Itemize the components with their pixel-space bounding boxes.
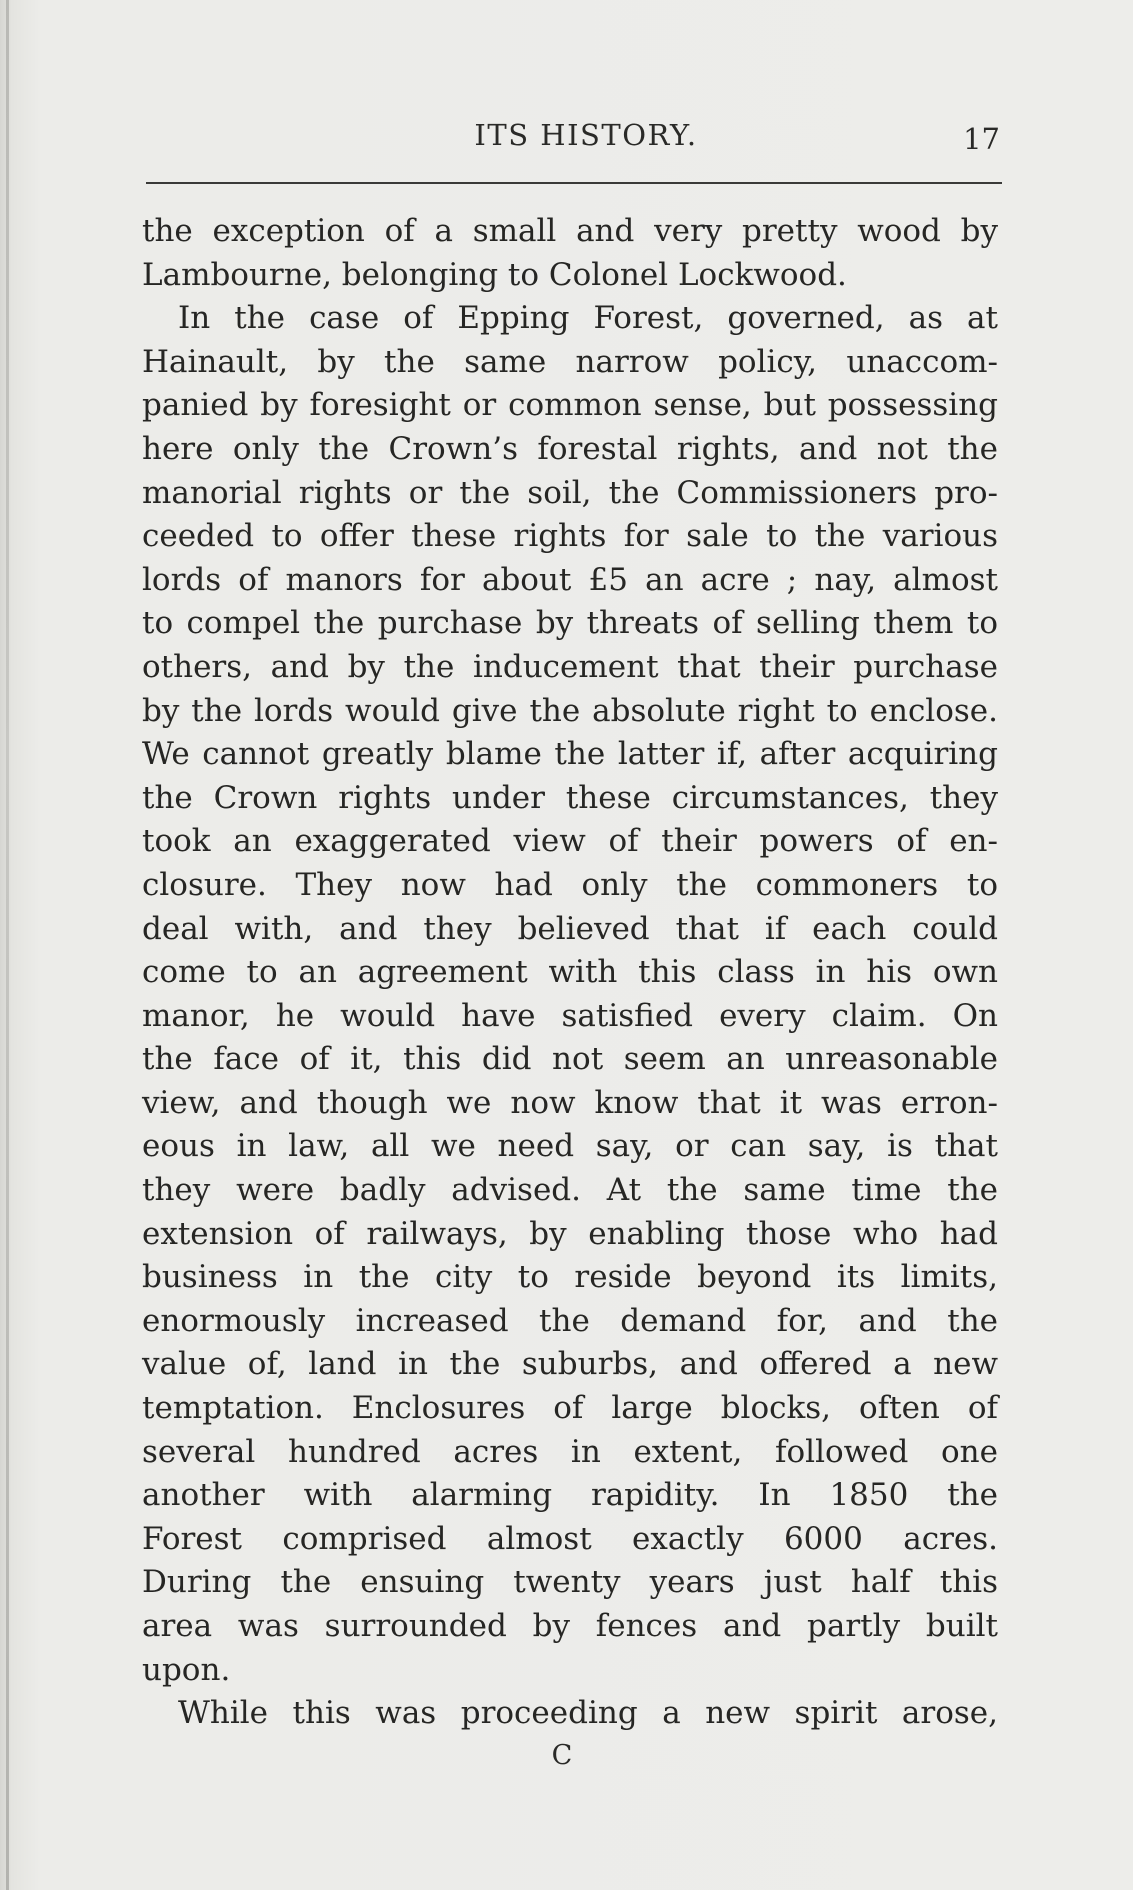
text-line: here only the Crown’s forestal rights, and not the: [142, 430, 998, 467]
text-line: During the ensuing twenty years just half this: [142, 1564, 998, 1601]
text-line: area was surrounded by fences and partly built: [142, 1608, 998, 1644]
text-line: took an exaggerated view of their powers of en-: [142, 823, 998, 860]
text-line: eous in law, all we need say, or can say, is that: [142, 1128, 998, 1165]
text-line: by the lords would give the absolute right to enclose.: [142, 692, 998, 729]
text-line: temptation. Enclosures of large blocks, often of: [142, 1390, 998, 1427]
text-line: enormously increased the demand for, and the: [142, 1302, 998, 1339]
running-head: ITS HISTORY.: [474, 118, 698, 152]
text-line: they were badly advised. At the same time the: [142, 1172, 998, 1209]
text-line: manorial rights or the soil, the Commissioners pro-: [142, 474, 998, 511]
text-line: Lambourne, belonging to Colonel Lockwood.: [142, 256, 847, 293]
header-rule: [146, 182, 1002, 184]
text-line: closure. They now had only the commoners to: [142, 866, 998, 903]
text-line: ceeded to offer these rights for sale to the various: [142, 518, 998, 555]
signature-mark: C: [551, 1740, 573, 1771]
text-line: We cannot greatly blame the latter if, after acquiring: [142, 736, 998, 773]
text-line: the exception of a small and very pretty wood by: [142, 213, 998, 249]
text-line: several hundred acres in extent, followed one: [142, 1433, 998, 1470]
text-line: In the case of Epping Forest, governed, as at: [178, 300, 998, 337]
text-line: another with alarming rapidity. In 1850 the: [142, 1477, 998, 1514]
text-line: panied by foresight or common sense, but possessing: [142, 387, 998, 424]
body-text: [142, 210, 998, 1736]
text-line: to compel the purchase by threats of selling them to: [142, 605, 998, 642]
text-line: others, and by the inducement that their purchase: [142, 648, 998, 685]
text-line: lords of manors for about £5 an acre ; nay, almost: [142, 561, 998, 598]
text-line: extension of railways, by enabling those who had: [142, 1215, 998, 1252]
text-line: upon.: [142, 1651, 231, 1688]
text-line: come to an agreement with this class in his own: [142, 954, 998, 991]
text-line: deal with, and they believed that if each could: [142, 910, 998, 947]
page-number: 17: [963, 122, 1000, 156]
text-line: Forest comprised almost exactly 6000 acres.: [142, 1520, 998, 1557]
text-line: While this was proceeding a new spirit arose,: [178, 1695, 998, 1732]
text-line: business in the city to reside beyond its limits,: [142, 1259, 998, 1296]
page-header: [146, 118, 1002, 158]
text-line: view, and though we now know that it was erron-: [142, 1084, 998, 1121]
text-line: value of, land in the suburbs, and offered a new: [142, 1346, 998, 1383]
text-line: the face of it, this did not seem an unreasonable: [142, 1041, 998, 1078]
text-line: manor, he would have satisfied every claim. On: [142, 997, 998, 1034]
text-line: Hainault, by the same narrow policy, unaccom-: [142, 343, 998, 380]
text-line: the Crown rights under these circumstances, they: [142, 779, 998, 816]
page-gutter-shadow: [6, 0, 9, 1890]
